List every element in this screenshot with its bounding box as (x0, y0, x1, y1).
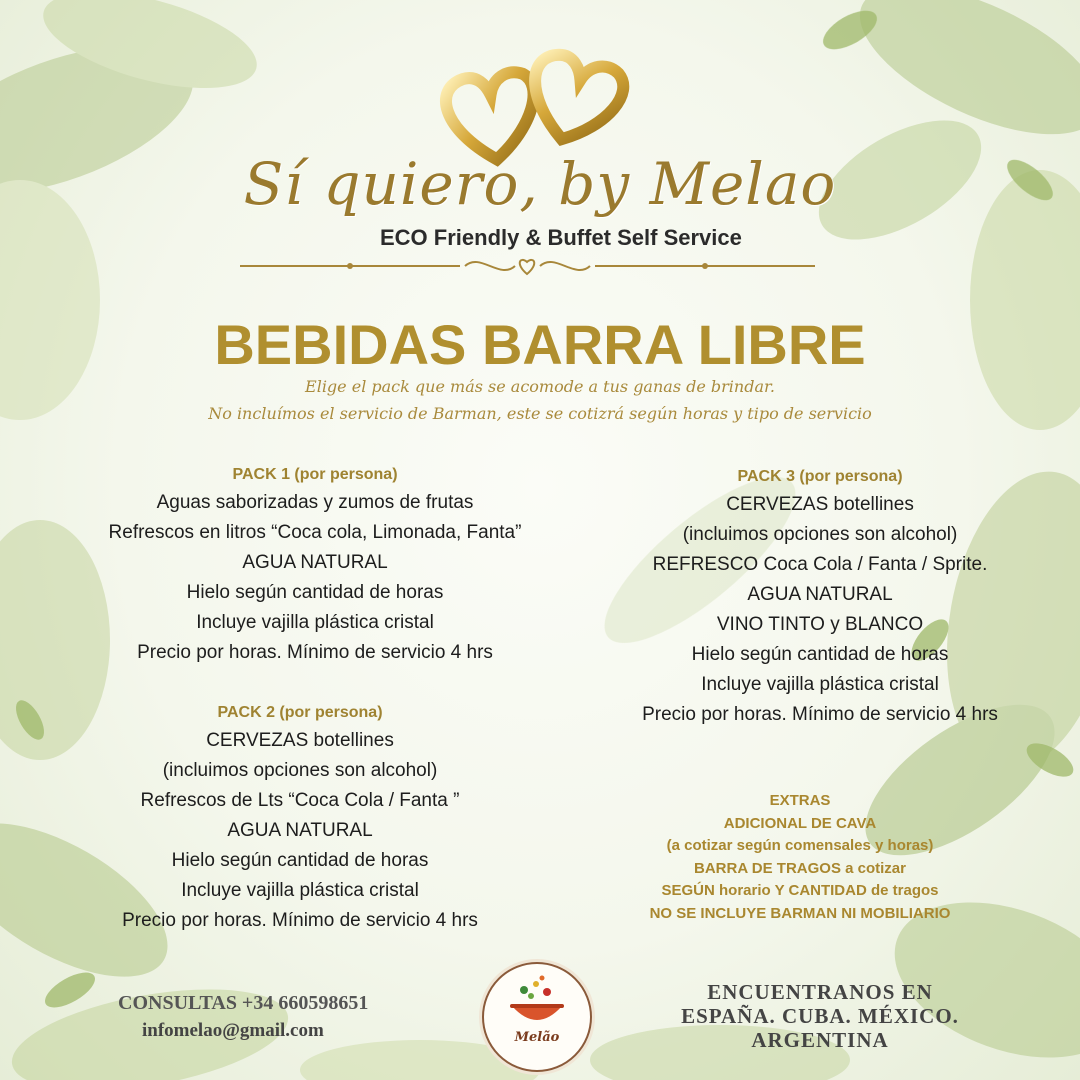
list-item: AGUA NATURAL (227, 820, 373, 841)
list-item: SEGÚN horario Y CANTIDAD de tragos (661, 882, 939, 899)
tagline: ECO Friendly & Buffet Self Service (380, 225, 742, 250)
list-item: CERVEZAS botellines (206, 730, 394, 751)
list-item: (a cotizar según comensales y horas) (666, 837, 934, 854)
extras (590, 790, 1010, 925)
list-item: Hielo según cantidad de horas (186, 582, 444, 603)
soup-bowl-icon (484, 964, 590, 1034)
list-item: Hielo según cantidad de horas (691, 644, 949, 665)
pack-3 (560, 468, 1080, 730)
list-item: Precio por horas. Mínimo de servicio 4 hrs (122, 910, 478, 931)
list-item: Precio por horas. Mínimo de servicio 4 hrs (642, 704, 998, 725)
list-item: Incluye vajilla plástica cristal (196, 612, 434, 633)
list-item: VINO TINTO y BLANCO (716, 614, 924, 635)
contact-email[interactable]: infomelao@gmail.com (142, 1020, 324, 1041)
pack-heading: PACK 2 (por persona) (217, 704, 383, 721)
pack-2 (20, 704, 580, 936)
list-item: (incluimos opciones son alcohol) (162, 760, 438, 781)
pack-heading: PACK 3 (por persona) (737, 468, 903, 485)
logo-text: Melão (514, 1030, 560, 1045)
list-item: Hielo según cantidad de horas (171, 850, 429, 871)
list-item: Refrescos en litros “Coca cola, Limonada, Fanta” (108, 522, 522, 543)
locations (640, 980, 1000, 1052)
list-item: NO SE INCLUYE BARMAN NI MOBILIARIO (649, 904, 951, 922)
extras-heading: EXTRAS (769, 792, 831, 809)
list-item: (incluimos opciones son alcohol) (682, 524, 958, 545)
list-item: BARRA DE TRAGOS a cotizar (694, 859, 906, 877)
list-item: Incluye vajilla plástica cristal (181, 880, 419, 901)
list-item: Refrescos de Lts “Coca Cola / Fanta ” (140, 790, 460, 811)
pack-1 (40, 466, 590, 668)
list-item: Incluye vajilla plástica cristal (701, 674, 939, 695)
list-item: ADICIONAL DE CAVA (723, 814, 877, 832)
locations-line: ARGENTINA (751, 1028, 889, 1052)
ornament-divider (240, 252, 815, 282)
pack-heading: PACK 1 (por persona) (232, 466, 398, 483)
list-item: CERVEZAS botellines (726, 494, 914, 515)
list-item: AGUA NATURAL (747, 584, 893, 605)
list-item: Precio por horas. Mínimo de servicio 4 hrs (137, 642, 493, 663)
locations-line: ENCUENTRANOS EN (707, 980, 933, 1004)
subtitle-line-2: No incluímos el servicio de Barman, este se cotizrá según horas y tipo de servicio (208, 404, 872, 423)
page-title: BEBIDAS BARRA LIBRE (214, 313, 866, 376)
list-item: Aguas saborizadas y zumos de frutas (156, 492, 474, 513)
list-item: REFRESCO Coca Cola / Fanta / Sprite. (652, 554, 988, 575)
contact-phone: CONSULTAS +34 660598651 (118, 992, 369, 1014)
locations-line: ESPAÑA. CUBA. MÉXICO. (681, 1004, 959, 1028)
brand-name: Sí quiero, by Melao (243, 150, 837, 218)
subtitle-line-1: Elige el pack que más se acomode a tus ganas de brindar. (305, 377, 775, 396)
list-item: AGUA NATURAL (242, 552, 388, 573)
melao-logo (482, 962, 592, 1072)
